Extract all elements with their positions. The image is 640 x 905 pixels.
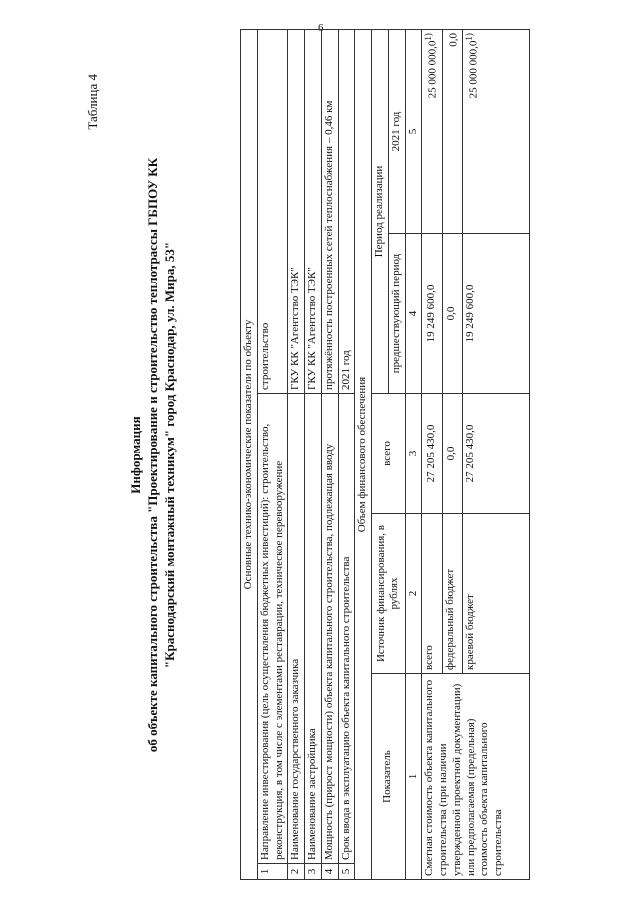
table-row	[338, 30, 355, 880]
row-number: 1	[257, 864, 288, 880]
source-cell: краевой бюджет	[463, 514, 530, 674]
financing-header: Объем финансового обеспечения	[355, 30, 372, 880]
col-number: 4	[405, 234, 422, 394]
indicator-label: Наименование застройщика	[305, 394, 322, 864]
table-label: Таблица 4	[85, 74, 100, 130]
table-row	[422, 30, 442, 880]
indicator-value: протяжённость построенных сетей теплоснабжения – 0,46 км	[321, 30, 338, 394]
indicator-value: 2021 год	[338, 30, 355, 394]
page-number: 6	[318, 22, 324, 34]
doc-subtitle-line1: об объекте капитального строительства "Проектирование и строительство теплотрассы ГБПОУ КК	[145, 157, 160, 753]
col-total-header: всего	[372, 394, 406, 514]
col-number: 2	[405, 514, 422, 674]
doc-title: Информация	[128, 416, 143, 494]
table-row	[288, 30, 305, 880]
col-number: 3	[405, 394, 422, 514]
doc-subtitle-line2: "Краснодарский монтажный техникум" город Краснодар, ул. Мира, 53"	[162, 241, 177, 669]
indicator-label: Срок ввода в эксплуатацию объекта капитального строительства	[338, 394, 355, 864]
footnote-mark: 1)	[464, 33, 475, 41]
footnote-mark: 1)	[423, 33, 434, 41]
indicator-label: Наименование государственного заказчика	[288, 394, 305, 864]
col-source-header: Источник финансирования, в рублях	[372, 514, 406, 674]
year-value: 25 000 000,0	[467, 40, 480, 99]
row-number: 2	[288, 864, 305, 880]
table-row	[321, 30, 338, 880]
previous-cell: 19 249 600,0	[463, 234, 530, 394]
indicator-value: строительство	[257, 30, 288, 394]
indicator-cost-label: Сметная стоимость объекта капитального строительства (при наличии утвержденной проектной документации) или предполагаемая (предельная) стоимость объекта капитального строительства	[422, 674, 530, 880]
col-period-header: Период реализации	[372, 30, 389, 394]
previous-cell: 19 249 600,0	[422, 234, 442, 394]
col-number: 5	[405, 30, 422, 234]
col-indicator-header: Показатель	[372, 674, 406, 880]
row-number: 4	[321, 864, 338, 880]
info-table	[240, 29, 530, 880]
indicator-value: ГКУ КК "Агентство ТЭК"	[288, 30, 305, 394]
col-year-header: 2021 год	[388, 30, 405, 234]
year-cell	[463, 30, 530, 234]
col-previous-header: предшествующий период	[388, 234, 405, 394]
total-cell: 27 205 430,0	[422, 394, 442, 514]
indicator-label: Направление инвестирования (цель осуществления бюджетных инвестиций): строительство, реконструкция, в том числе с элементами реставрации, техническое перевооружение	[257, 394, 288, 864]
total-cell: 0,0	[442, 394, 462, 514]
main-indicators-header: Основные технико-экономические показатели по объекту	[241, 30, 258, 880]
total-cell: 27 205 430,0	[463, 394, 530, 514]
rotated-page-content	[85, 30, 610, 880]
year-cell	[422, 30, 442, 234]
source-cell: всего	[422, 514, 442, 674]
indicator-value: ГКУ КК "Агентство ТЭК"	[305, 30, 322, 394]
source-cell: федеральный бюджет	[442, 514, 462, 674]
previous-cell: 0,0	[442, 234, 462, 394]
table-row	[305, 30, 322, 880]
table-row	[257, 30, 288, 880]
year-value: 0,0	[447, 33, 460, 47]
row-number: 3	[305, 864, 322, 880]
col-number: 1	[405, 674, 422, 880]
year-value: 25 000 000,0	[426, 40, 439, 99]
row-number: 5	[338, 864, 355, 880]
indicator-label: Мощность (прирост мощности) объекта капитального строительства, подлежащая вводу	[321, 394, 338, 864]
year-cell	[442, 30, 462, 234]
